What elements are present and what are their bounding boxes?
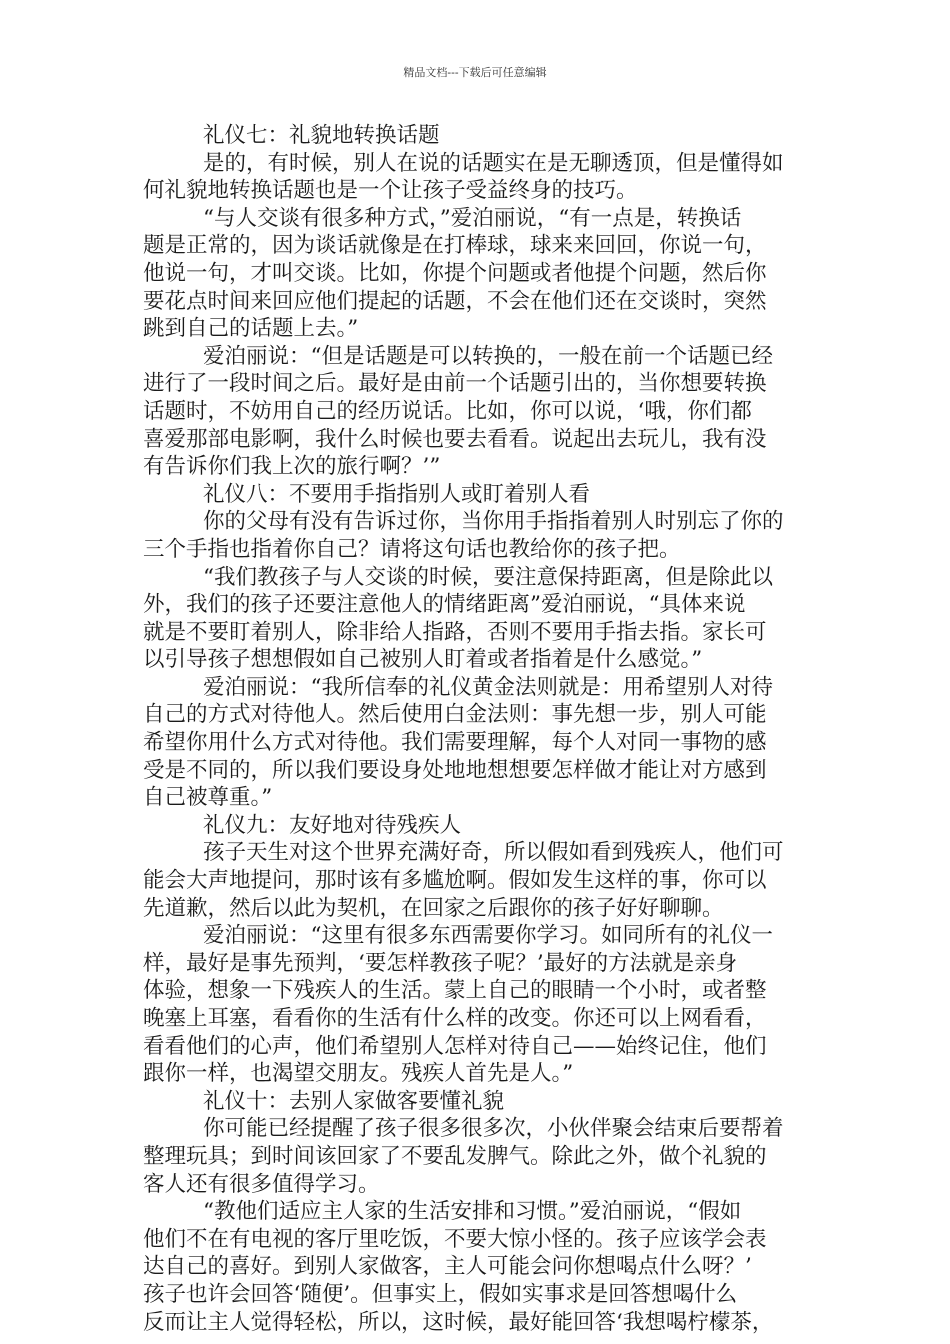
document-body <box>143 122 809 1336</box>
text-line: 三个手指也指着你自己？请将这句话也教给你的孩子把。 <box>143 536 681 562</box>
text-line: 反而让主人觉得轻松，所以，这时候，最好能回答‘我想喝柠檬茶， <box>143 1309 774 1335</box>
text-line: 礼仪八：不要用手指指别人或盯着别人看 <box>203 481 591 507</box>
text-line: 达自己的喜好。到别人家做客，主人可能会问你想喝点什么呀？’ <box>143 1254 752 1280</box>
text-line: “我们教孩子与人交谈的时候，要注意保持距离，但是除此以 <box>203 564 773 590</box>
text-line: 要花点时间来回应他们提起的话题，不会在他们还在交谈时，突然 <box>143 288 767 314</box>
text-line: 是的，有时候，别人在说的话题实在是无聊透顶，但是懂得如 <box>203 150 784 176</box>
text-line: 题是正常的，因为谈话就像是在打棒球，球来来回回，你说一句， <box>143 233 767 259</box>
text-line: 孩子也许会回答‘随便’。但事实上，假如实事求是回答想喝什么 <box>143 1281 738 1307</box>
text-line: 话题时，不妨用自己的经历说话。比如，你可以说，‘哦，你们都 <box>143 398 752 424</box>
text-line: 希望你用什么方式对待他。我们需要理解，每个人对同一事物的感 <box>143 730 767 756</box>
text-line: 爱泊丽说：“这里有很多东西需要你学习。如同所有的礼仪一 <box>203 923 773 949</box>
text-line: 何礼貌地转换话题也是一个让孩子受益终身的技巧。 <box>143 178 638 204</box>
text-line: 自己被尊重。” <box>143 785 273 811</box>
text-line: 先道歉，然后以此为契机，在回家之后跟你的孩子好好聊聊。 <box>143 895 724 921</box>
page-header: 精品文档---下载后可任意编辑 <box>403 66 547 79</box>
text-line: 整理玩具；到时间该回家了不要乱发脾气。除此之外，做个礼貌的 <box>143 1143 767 1169</box>
text-line: 爱泊丽说：“我所信奉的礼仪黄金法则就是：用希望别人对待 <box>203 674 773 700</box>
text-line: 体验，想象一下残疾人的生活。蒙上自己的眼睛一个小时，或者整 <box>143 978 767 1004</box>
text-line: 礼仪九：友好地对待残疾人 <box>203 812 462 838</box>
text-line: 样，最好是事先预判，‘要怎样教孩子呢？’最好的方法就是亲身 <box>143 950 738 976</box>
text-line: 你可能已经提醒了孩子很多很多次，小伙伴聚会结束后要帮着 <box>203 1116 784 1142</box>
text-line: 跟你一样，也渴望交朋友。残疾人首先是人。” <box>143 1061 574 1087</box>
text-line: 孩子天生对这个世界充满好奇，所以假如看到残疾人，他们可 <box>203 840 784 866</box>
text-line: 能会大声地提问，那时该有多尴尬啊。假如发生这样的事，你可以 <box>143 868 767 894</box>
text-line: 他说一句，才叫交谈。比如，你提个问题或者他提个问题，然后你 <box>143 260 767 286</box>
text-line: 礼仪十：去别人家做客要懂礼貌 <box>203 1088 505 1114</box>
text-line: “教他们适应主人家的生活安排和习惯。”爱泊丽说，“假如 <box>203 1199 742 1225</box>
text-line: 爱泊丽说：“但是话题是可以转换的，一般在前一个话题已经 <box>203 343 773 369</box>
text-line: 自己的方式对待他人。然后使用白金法则：事先想一步，别人可能 <box>143 702 767 728</box>
text-line: 晚塞上耳塞，看看你的生活有什么样的改变。你还可以上网看看， <box>143 1006 767 1031</box>
text-line: 你的父母有没有告诉过你，当你用手指指着别人时别忘了你的 <box>203 509 784 535</box>
text-line: 礼仪七：礼貌地转换话题 <box>203 123 440 148</box>
text-line: 以引导孩子想想假如自己被别人盯着或者指着是什么感觉。” <box>143 647 703 673</box>
text-line: 跳到自己的话题上去。” <box>143 316 359 342</box>
text-line: 受是不同的，所以我们要设身处地地想想要怎样做才能让对方感到 <box>143 757 767 783</box>
text-line: 喜爱那部电影啊，我什么时候也要去看看。说起出去玩儿，我有没 <box>143 426 767 452</box>
text-line: 进行了一段时间之后。最好是由前一个话题引出的，当你想要转换 <box>143 371 767 397</box>
text-line: 他们不在有电视的客厅里吃饭，不要大惊小怪的。孩子应该学会表 <box>143 1226 767 1252</box>
text-line: 有告诉你们我上次的旅行啊？’” <box>143 454 441 480</box>
text-line: 客人还有很多值得学习。 <box>143 1171 380 1197</box>
text-line: 看看他们的心声，他们希望别人怎样对待自己——始终记住，他们 <box>143 1033 767 1059</box>
text-line: “与人交谈有很多种方式，”爱泊丽说，“有一点是，转换话 <box>203 205 742 231</box>
text-line: 外，我们的孩子还要注意他人的情绪距离”爱泊丽说，“具体来说 <box>143 592 746 618</box>
text-line: 就是不要盯着别人，除非给人指路，否则不要用手指去指。家长可 <box>143 619 767 645</box>
